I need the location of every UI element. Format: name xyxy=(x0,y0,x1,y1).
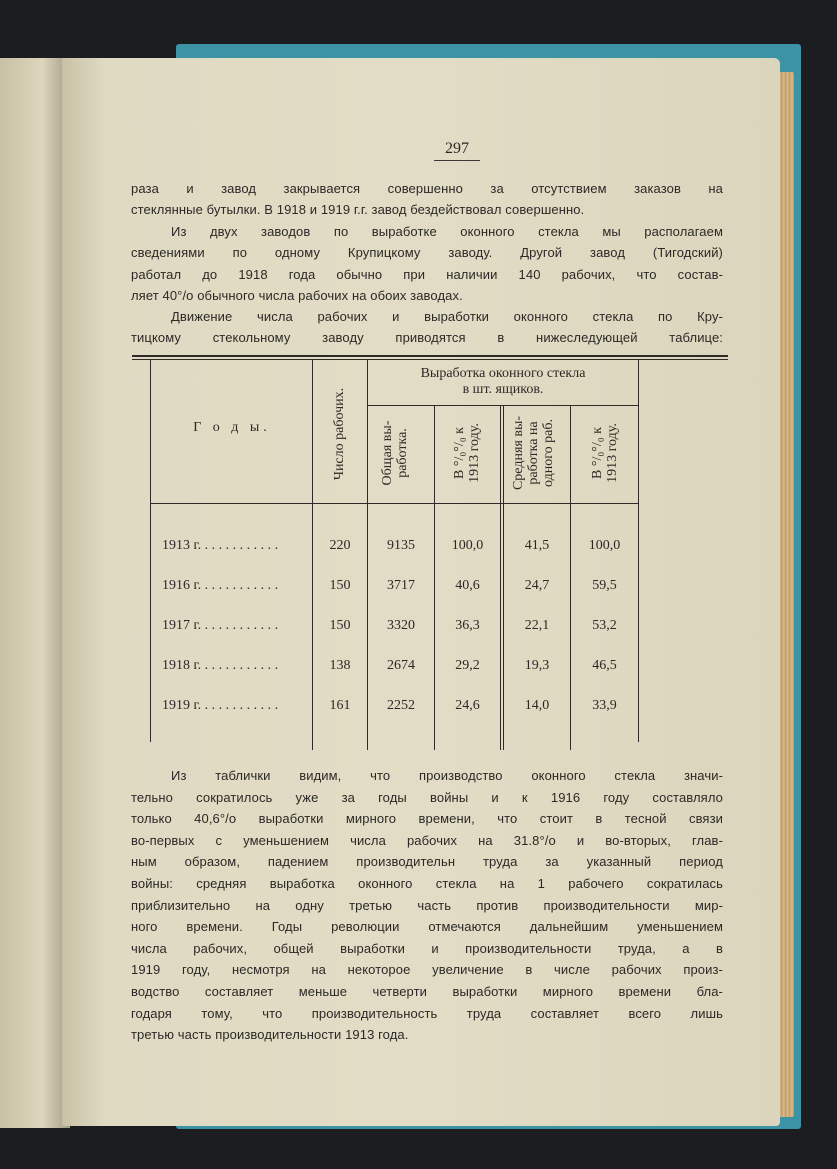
paragraph-1 xyxy=(131,178,723,221)
text-line: тицкому стекольному заводу приводятся в нижеследующей таблице: xyxy=(131,330,723,346)
header-text: В °/₀°/₀ к xyxy=(452,427,467,479)
left-page xyxy=(0,58,70,1128)
header-pct-1913 xyxy=(452,408,482,498)
table-vline xyxy=(150,360,151,742)
header-text: Общая вы- xyxy=(380,420,395,486)
header-output-line2: в шт. ящиков. xyxy=(462,382,544,397)
table-top-rule xyxy=(132,355,728,357)
text-line: раза и завод закрывается совершенно за отсутствием заказов на xyxy=(131,181,723,196)
cell-avg: 14,0 xyxy=(524,698,550,713)
cell-pct: 24,6 xyxy=(455,698,480,713)
header-text: работка. xyxy=(395,428,410,478)
cell-total: 3717 xyxy=(387,578,415,593)
header-workers: Число рабочих. xyxy=(332,387,347,481)
text-line: стеклянные бутылки. В 1918 и 1919 г.г. завод бездействовал совершенно. xyxy=(131,202,585,218)
header-text: одного раб. xyxy=(541,419,556,487)
cell-pct2: 59,5 xyxy=(592,578,617,593)
text-line: Из двух заводов по выработке оконного стекла мы располагаем xyxy=(171,224,723,239)
text-line: Движение числа рабочих и выработки оконного стекла по Кру- xyxy=(171,309,723,324)
table-header-rule xyxy=(150,503,638,504)
header-text: Средняя вы- xyxy=(511,415,526,491)
header-text: В °/₀°/₀ к xyxy=(590,427,605,479)
cell-total: 2674 xyxy=(387,658,415,673)
cell-pct2: 100,0 xyxy=(588,538,621,553)
cell-year: 1918 г. . . . . . . . . . . . xyxy=(162,658,279,673)
paragraph-4 xyxy=(131,765,723,1046)
cell-year: 1917 г. . . . . . . . . . . . xyxy=(162,618,279,633)
cell-pct: 36,3 xyxy=(455,618,480,633)
text-line: третью часть производительности 1913 года. xyxy=(131,1027,409,1043)
header-pct2-1913 xyxy=(590,408,620,498)
header-text: работка на xyxy=(526,421,541,485)
table-vline xyxy=(500,406,501,750)
table-vline xyxy=(638,360,639,742)
cell-pct: 29,2 xyxy=(455,658,480,673)
header-output-line1: Выработка оконного стекла xyxy=(420,366,586,381)
cell-workers: 220 xyxy=(329,538,351,553)
header-output-group xyxy=(370,366,636,398)
cell-workers: 150 xyxy=(329,578,351,593)
cell-workers: 150 xyxy=(329,618,351,633)
text-line: 1919 году, несмотря на некоторое увеличение в числе рабочих произ- xyxy=(131,962,723,978)
cell-avg: 41,5 xyxy=(524,538,550,553)
text-line: войны: средняя выработка оконного стекла на 1 рабочего сократилась xyxy=(131,875,723,891)
cell-year: 1919 г. . . . . . . . . . . . xyxy=(162,698,279,713)
cell-avg: 22,1 xyxy=(524,618,550,633)
cell-avg: 19,3 xyxy=(524,658,550,673)
page-number: 297 xyxy=(434,140,480,161)
cell-workers: 161 xyxy=(329,698,351,713)
paragraph-3 xyxy=(131,306,723,349)
text-line: только 40,6°/o выработки мирного времени, что стоит в тесной связи xyxy=(131,811,723,827)
table-vline xyxy=(312,360,313,750)
header-total-output xyxy=(380,408,410,498)
text-line: числа рабочих, общей выработки и производительности труда, а в xyxy=(131,940,723,956)
cell-year: 1913 г. . . . . . . . . . . . xyxy=(162,538,279,553)
cell-total: 2252 xyxy=(387,698,415,713)
header-text: 1913 году. xyxy=(467,423,482,483)
text-line: тельно сократилось уже за годы войны и к 1916 году составляло xyxy=(131,789,723,805)
cell-total: 9135 xyxy=(387,538,415,553)
text-line: сведениями по одному Крупицкому заводу. Другой завод (Тигодский) xyxy=(131,245,723,261)
text-line: Из таблички видим, что производство оконного стекла значи- xyxy=(171,768,723,783)
text-line: работал до 1918 года обычно при наличии 140 рабочих, что состав- xyxy=(131,266,723,282)
text-line: приблизительно на одну третью часть против производительности мир- xyxy=(131,897,723,913)
header-avg-output xyxy=(511,408,556,498)
cell-workers: 138 xyxy=(329,658,351,673)
text-line: ным образом, падением производительн труда за указанный период xyxy=(131,854,723,870)
text-line: ляет 40°/o обычного числа рабочих на обоих заводах. xyxy=(131,287,463,303)
paragraph-2 xyxy=(131,221,723,306)
text-line: водство составляет меньше четверти выработки мирного времени бла- xyxy=(131,983,723,999)
cell-pct: 100,0 xyxy=(451,538,484,553)
cell-avg: 24,7 xyxy=(524,578,550,593)
cell-total: 3320 xyxy=(387,618,415,633)
cell-pct2: 33,9 xyxy=(592,698,617,713)
table-group-rule xyxy=(367,405,638,406)
header-text: 1913 году. xyxy=(605,423,620,483)
text-line: годаря тому, что производительность труда составляет всего лишь xyxy=(131,1005,723,1021)
book-page xyxy=(62,58,780,1126)
cell-pct2: 46,5 xyxy=(592,658,617,673)
cell-year: 1916 г. . . . . . . . . . . . xyxy=(162,578,279,593)
text-line: ного времени. Годы революции отмечаются дальнейшим уменьшением xyxy=(131,919,723,935)
header-years: Г о д ы. xyxy=(193,420,271,435)
cell-pct2: 53,2 xyxy=(592,618,617,633)
cell-pct: 40,6 xyxy=(455,578,480,593)
text-line: во-первых с уменьшением числа рабочих на 31.8°/o и во-вторых, глав- xyxy=(131,832,723,848)
